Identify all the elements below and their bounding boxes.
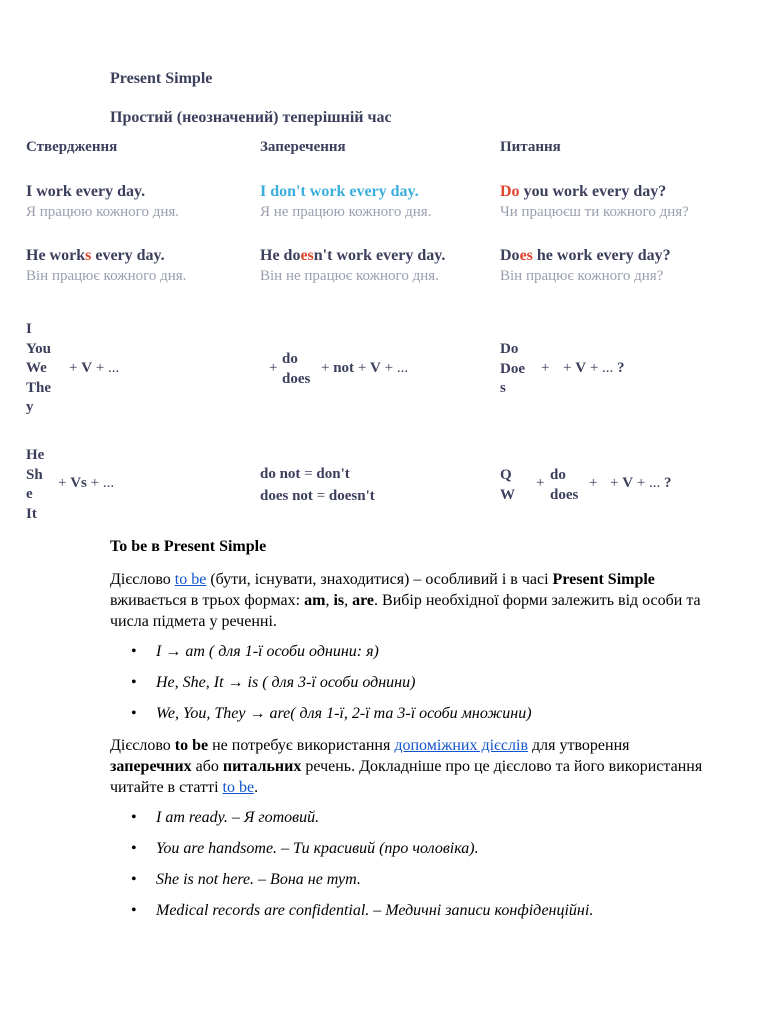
affirmative-formula-1 — [69, 360, 119, 377]
full-form: does not — [260, 488, 313, 504]
short-form: don't — [316, 466, 350, 482]
question-word-letter: W — [500, 486, 515, 503]
bold-term: Present Simple — [552, 571, 655, 588]
short-form: doesn't — [328, 488, 375, 504]
bullet: • — [131, 871, 137, 888]
question-translation-1: Чи працюєш ти кожного дня? — [500, 204, 689, 220]
question-plus-sign: + — [536, 475, 545, 491]
negative-auxiliary-stack — [282, 350, 310, 389]
formula-rest: + ... — [86, 475, 115, 491]
negative-example-2 — [260, 247, 445, 265]
question-translation-2: Він працює кожного дня? — [500, 268, 664, 284]
text: , — [344, 592, 353, 609]
plus-sign: + — [321, 360, 334, 376]
bold-term: to be — [174, 737, 209, 754]
question-example-1 — [500, 183, 666, 201]
question-plus-sign: + — [589, 475, 598, 491]
page-title: Present Simple — [110, 70, 213, 87]
formula-rest: + ... — [633, 475, 665, 491]
list-item-text: We, You, They → are( для 1-ї, 2-ї та 3-ї особи множини) — [156, 705, 532, 722]
pronoun: e — [26, 486, 33, 502]
auxiliary-line: s — [500, 380, 506, 396]
bold-term: is — [333, 592, 345, 609]
question-formula-1 — [563, 360, 625, 377]
pronoun: Sh — [26, 466, 43, 483]
question-mark: ? — [664, 475, 672, 491]
affirmative-translation-1: Я працюю кожного дня. — [26, 204, 180, 220]
bullet: • — [131, 705, 137, 722]
question-formula-2 — [610, 475, 672, 492]
text: Дієслово — [110, 571, 175, 588]
equals-sign: = — [300, 466, 317, 482]
to-be-link[interactable]: to be — [174, 571, 207, 588]
text: вживається в трьох формах: — [110, 592, 305, 609]
column-header-negative: Заперечення — [260, 139, 346, 155]
formula-rest: + ... — [92, 360, 120, 376]
contraction-do-not — [260, 466, 350, 483]
plus-sign: + — [563, 360, 576, 376]
verb-symbol: V — [370, 360, 381, 376]
pronoun: He — [26, 447, 45, 463]
pronoun: y — [26, 399, 34, 415]
question-plus-sign: + — [541, 360, 550, 376]
question-example-1-rest: you work every day? — [519, 183, 667, 200]
text: . Вибір необхідної форми залежить від особи та числа підмета у реченні. — [110, 592, 701, 630]
plus-sign: + — [354, 360, 371, 376]
text: або — [191, 758, 223, 775]
pronoun: You — [26, 340, 52, 357]
list-item — [110, 703, 730, 734]
auxiliary-do: do — [282, 351, 298, 367]
text: . — [254, 779, 259, 796]
text: (бути, існувати, знаходитися) – особливий і в часі — [206, 571, 553, 588]
text: Дієслово — [110, 737, 175, 754]
ending-s: s — [85, 247, 92, 264]
bold-term: питальних — [222, 758, 302, 775]
verb-symbol: V — [81, 360, 93, 376]
affirmative-example-2-b: every day. — [91, 247, 165, 264]
formula-rest: + ... — [586, 360, 618, 376]
auxiliary-does: does — [550, 486, 579, 503]
bullet: • — [131, 840, 137, 857]
paragraph-to-be-intro — [110, 569, 710, 632]
bullet: • — [131, 809, 137, 826]
negative-example-2-a: He do — [260, 247, 301, 264]
question-example-2-b: he work every day? — [532, 247, 671, 264]
plus-sign: + — [610, 475, 623, 491]
contraction-does-not — [260, 488, 375, 505]
bullet: • — [131, 643, 137, 660]
pronoun: We — [26, 360, 47, 376]
list-item — [110, 869, 730, 900]
list-item — [110, 641, 730, 672]
pronoun: I — [26, 321, 32, 337]
auxiliary-verbs-link[interactable]: допоміжних дієслів — [394, 737, 528, 754]
auxiliary-do: do — [550, 467, 566, 483]
text: речень. Докладніше про це дієслово та його використання читайте в статті — [110, 758, 703, 796]
list-item-text: You are handsome. – Ти красивий (про чоловіка). — [156, 840, 479, 857]
question-auxiliary-stack — [500, 340, 525, 399]
auxiliary-does: does — [282, 370, 311, 387]
bullet: • — [131, 674, 137, 691]
verb-symbol: Vs — [70, 475, 87, 491]
equals-sign: = — [312, 488, 329, 504]
negative-plus-sign: + — [269, 360, 278, 376]
not-word: not — [333, 360, 355, 376]
bold-term: заперечних — [110, 758, 192, 775]
affirmative-formula-2 — [58, 475, 114, 492]
formula-rest: + ... — [380, 360, 409, 376]
auxiliary-line: Doe — [500, 360, 525, 377]
negative-example-2-b: n't work every day. — [313, 247, 446, 264]
negative-example-1: I don't work every day. — [260, 183, 419, 200]
list-item — [110, 807, 730, 838]
text: , — [325, 592, 334, 609]
question-mark: ? — [617, 360, 625, 376]
list-item-text: He, She, It → is ( для 3-ї особи однини) — [156, 674, 416, 691]
bold-term: are — [352, 592, 375, 609]
text: не потребує використання — [208, 737, 395, 754]
list-item-text: I am ready. – Я готовий. — [156, 809, 320, 826]
plus-sign: + — [58, 475, 71, 491]
to-be-article-link[interactable]: to be — [222, 779, 255, 796]
page-subtitle: Простий (неозначений) теперішній час — [110, 109, 392, 126]
negative-formula-1 — [321, 360, 408, 377]
verb-symbol: V — [622, 475, 634, 491]
negative-translation-1: Я не працюю кожного дня. — [260, 204, 432, 220]
auxiliary-do: Do — [500, 183, 520, 200]
affirmative-example-2 — [26, 247, 165, 265]
paragraph-to-be-usage — [110, 735, 710, 798]
bold-term: am — [304, 592, 326, 609]
pronoun-stack-plural — [26, 320, 51, 418]
list-item — [110, 900, 730, 931]
affirmative-example-2-a: He work — [26, 247, 86, 264]
negative-translation-2: Він не працює кожного дня. — [260, 268, 439, 284]
column-header-affirmative: Ствердження — [26, 139, 118, 155]
question-example-2 — [500, 247, 671, 265]
plus-sign: + — [69, 360, 82, 376]
examples-list — [110, 807, 730, 931]
list-item — [110, 838, 730, 869]
pronoun: It — [26, 505, 37, 522]
ending-es: es — [300, 247, 314, 264]
question-word-stack — [500, 466, 515, 505]
list-item — [110, 672, 730, 703]
forms-list — [110, 641, 730, 734]
column-header-question: Питання — [500, 139, 561, 155]
pronoun-stack-singular — [26, 446, 44, 524]
full-form: do not — [260, 466, 301, 482]
list-item-text: She is not here. – Вона не тут. — [156, 871, 361, 888]
auxiliary-line: Do — [500, 341, 519, 357]
text: для утворення — [528, 737, 630, 754]
verb-symbol: V — [575, 360, 587, 376]
pronoun: The — [26, 379, 52, 396]
question-word-letter: Q — [500, 467, 512, 483]
question-example-2-a: Do — [500, 247, 520, 264]
list-item-text: I → am ( для 1-ї особи однини: я) — [156, 643, 379, 660]
bullet: • — [131, 902, 137, 919]
question-ending-es: es — [519, 247, 533, 264]
question-auxiliary-stack — [550, 466, 578, 505]
affirmative-example-1: I work every day. — [26, 183, 146, 200]
section-heading: To be в Present Simple — [110, 538, 267, 555]
affirmative-translation-2: Він працює кожного дня. — [26, 268, 187, 284]
list-item-text: Medical records are confidential. – Медичні записи конфіденційні. — [156, 902, 594, 919]
